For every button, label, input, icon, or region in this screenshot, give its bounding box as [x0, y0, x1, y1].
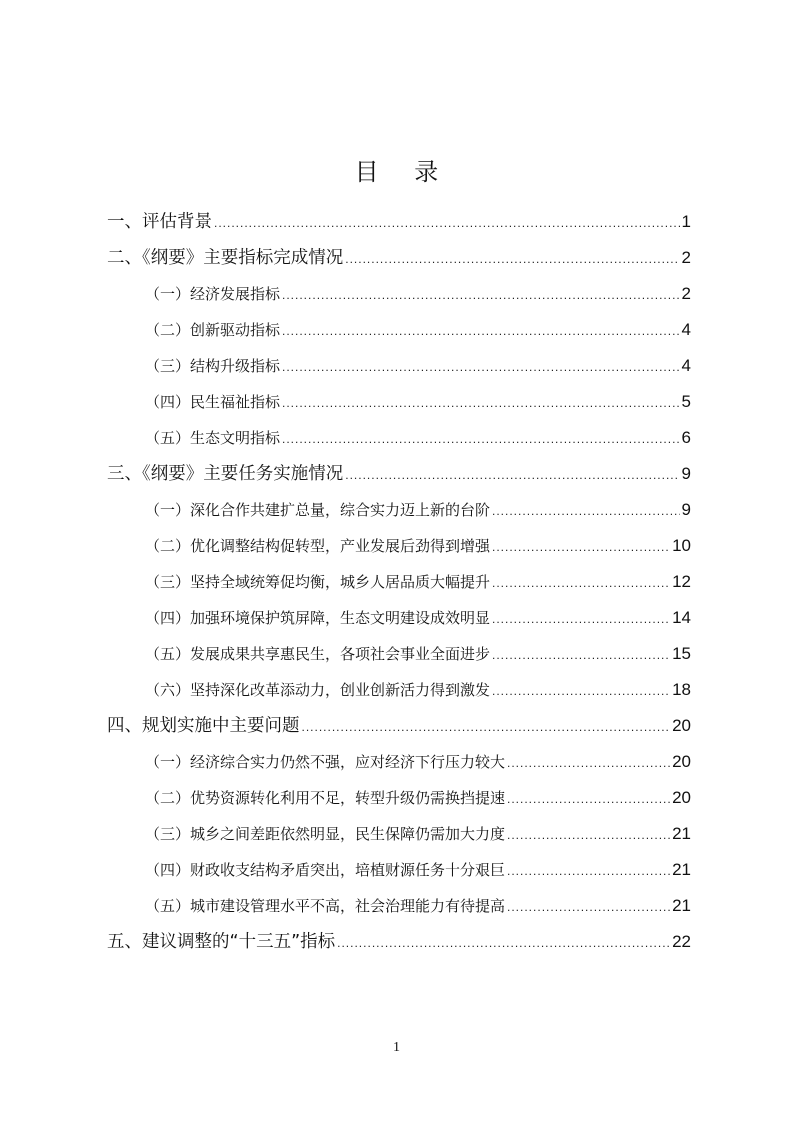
toc-entry-label: （六）坚持深化改革添动力，创业创新活力得到激发 — [145, 681, 491, 699]
dot-leader — [337, 925, 670, 961]
toc-entry-subsection[interactable] — [107, 852, 691, 888]
toc-entry-label: （三）结构升级指标 — [145, 357, 281, 375]
toc-entry-page: 14 — [672, 608, 691, 627]
toc-entry-page: 4 — [681, 356, 691, 375]
toc-entry-page: 22 — [672, 932, 691, 951]
toc-entry-page: 21 — [672, 896, 691, 915]
toc-entry-page: 21 — [672, 860, 691, 879]
toc-entry-subsection[interactable] — [107, 276, 691, 312]
table-of-contents — [107, 204, 691, 960]
toc-entry-subsection[interactable] — [107, 780, 691, 816]
toc-entry-page: 20 — [672, 752, 691, 771]
toc-entry-label: （一）深化合作共建扩总量，综合实力迈上新的台阶 — [145, 501, 491, 519]
toc-entry-page: 20 — [672, 716, 691, 735]
toc-entry-label: 二、《纲要》主要指标完成情况 — [107, 248, 344, 268]
toc-entry-label: （三）城乡之间差距依然明显，民生保障仍需加大力度 — [145, 825, 506, 843]
dot-leader — [507, 745, 670, 781]
toc-entry-page: 12 — [672, 572, 691, 591]
dot-leader — [492, 673, 670, 709]
toc-entry-label: （四）民生福祉指标 — [145, 393, 281, 411]
toc-entry-subsection[interactable] — [107, 492, 691, 528]
toc-entry-page: 9 — [681, 500, 691, 519]
toc-entry-page: 20 — [672, 788, 691, 807]
toc-entry-label: （四）加强环境保护筑屏障，生态文明建设成效明显 — [145, 609, 491, 627]
toc-entry-section[interactable] — [107, 924, 691, 960]
toc-entry-subsection[interactable] — [107, 636, 691, 672]
dot-leader — [282, 313, 680, 349]
toc-entry-label: 一、评估背景 — [107, 212, 212, 232]
dot-leader — [302, 709, 671, 745]
dot-leader — [492, 529, 670, 565]
toc-entry-subsection[interactable] — [107, 888, 691, 924]
toc-entry-label: 四、规划实施中主要问题 — [107, 716, 300, 736]
toc-entry-label: （二）创新驱动指标 — [145, 321, 281, 339]
toc-entry-page: 2 — [681, 284, 691, 303]
toc-entry-subsection[interactable] — [107, 744, 691, 780]
toc-entry-section[interactable] — [107, 240, 691, 276]
toc-entry-page: 15 — [672, 644, 691, 663]
dot-leader — [492, 637, 670, 673]
toc-entry-label: （三）坚持全域统筹促均衡，城乡人居品质大幅提升 — [145, 573, 491, 591]
toc-entry-page: 5 — [681, 392, 691, 411]
dot-leader — [507, 889, 670, 925]
toc-entry-label: （二）优势资源转化利用不足，转型升级仍需换挡提速 — [145, 789, 506, 807]
toc-entry-label: （二）优化调整结构促转型，产业发展后劲得到增强 — [145, 537, 491, 555]
toc-entry-subsection[interactable] — [107, 348, 691, 384]
dot-leader — [492, 493, 680, 529]
toc-entry-page: 2 — [681, 248, 691, 267]
dot-leader — [507, 853, 670, 889]
page-number: 1 — [393, 1040, 400, 1055]
dot-leader — [282, 385, 680, 421]
toc-entry-page: 18 — [672, 680, 691, 699]
dot-leader — [282, 349, 680, 385]
toc-entry-subsection[interactable] — [107, 564, 691, 600]
toc-entry-label: （五）生态文明指标 — [145, 429, 281, 447]
toc-entry-label: （五）发展成果共享惠民生，各项社会事业全面进步 — [145, 645, 491, 663]
toc-entry-subsection[interactable] — [107, 384, 691, 420]
toc-entry-label: （五）城市建设管理水平不高，社会治理能力有待提高 — [145, 897, 506, 915]
dot-leader — [507, 817, 670, 853]
toc-entry-label: （四）财政收支结构矛盾突出，培植财源任务十分艰巨 — [145, 861, 506, 879]
toc-entry-page: 9 — [681, 464, 691, 483]
toc-entry-subsection[interactable] — [107, 528, 691, 564]
dot-leader — [492, 601, 670, 637]
toc-entry-label: （一）经济综合实力仍然不强，应对经济下行压力较大 — [145, 753, 506, 771]
toc-entry-page: 6 — [681, 428, 691, 447]
dot-leader — [282, 277, 680, 313]
toc-entry-label: 五、建议调整的“十三五”指标 — [107, 932, 336, 952]
toc-entry-section[interactable] — [107, 708, 691, 744]
toc-entry-subsection[interactable] — [107, 816, 691, 852]
toc-title: 目 录 — [354, 158, 453, 186]
toc-entry-page: 10 — [672, 536, 691, 555]
dot-leader — [345, 457, 679, 493]
dot-leader — [492, 565, 670, 601]
dot-leader — [507, 781, 670, 817]
toc-entry-page: 21 — [672, 824, 691, 843]
toc-entry-section[interactable] — [107, 456, 691, 492]
dot-leader — [214, 205, 680, 241]
toc-entry-subsection[interactable] — [107, 420, 691, 456]
toc-entry-subsection[interactable] — [107, 600, 691, 636]
dot-leader — [282, 421, 680, 457]
toc-entry-page: 1 — [681, 212, 691, 231]
toc-entry-page: 4 — [681, 320, 691, 339]
toc-entry-subsection[interactable] — [107, 672, 691, 708]
toc-entry-subsection[interactable] — [107, 312, 691, 348]
toc-entry-label: （一）经济发展指标 — [145, 285, 281, 303]
dot-leader — [345, 241, 679, 277]
toc-entry-label: 三、《纲要》主要任务实施情况 — [107, 464, 344, 484]
toc-entry-section[interactable] — [107, 204, 691, 240]
